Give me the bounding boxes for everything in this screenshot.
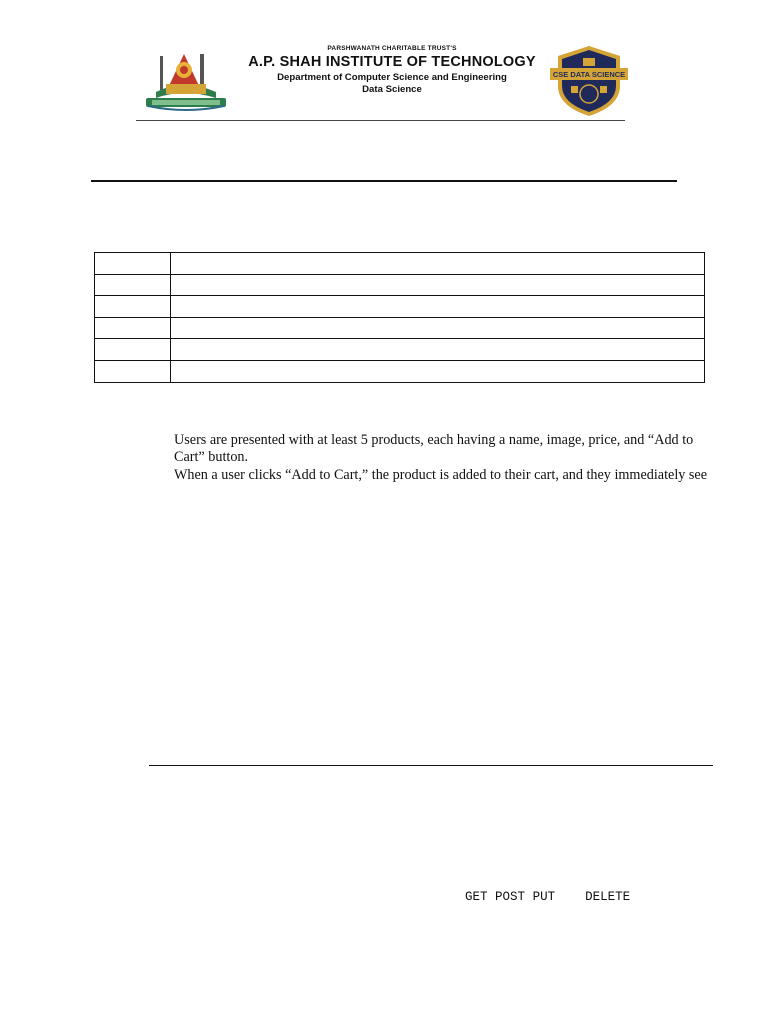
- section-rule: [149, 765, 713, 766]
- table-row: [95, 274, 705, 296]
- method-get: GET: [465, 890, 488, 904]
- program-name: Data Science: [362, 84, 422, 95]
- table-cell: [171, 274, 705, 296]
- info-table: [94, 252, 705, 383]
- table-cell: [171, 360, 705, 382]
- table-row: [95, 253, 705, 275]
- table-cell: [95, 274, 171, 296]
- table-cell: [95, 296, 171, 318]
- table-row: [95, 296, 705, 318]
- method-put: PUT: [532, 890, 556, 904]
- document-header: [136, 42, 626, 122]
- method-post: POST: [495, 890, 526, 904]
- table-cell: [171, 317, 705, 339]
- method-delete: DELETE: [585, 890, 631, 904]
- paragraph-add-to-cart: When a user clicks “Add to Cart,” the product is added to their cart, and they immediately see: [174, 467, 708, 483]
- table-row: [95, 339, 705, 361]
- title-rule: [91, 180, 677, 182]
- table-row: [95, 360, 705, 382]
- paragraph-products: Users are presented with at least 5 products, each having a name, image, price, and “Add to Cart” button.: [174, 432, 694, 465]
- table-cell: [171, 253, 705, 275]
- header-text-block: [236, 42, 548, 95]
- table-cell: [95, 317, 171, 339]
- table-cell: [95, 339, 171, 361]
- table-cell: [171, 296, 705, 318]
- institute-crest-icon: [138, 48, 234, 114]
- department-name: Department of Computer Science and Engineering: [277, 72, 507, 83]
- http-methods-line: [465, 890, 630, 904]
- table-cell: [95, 253, 171, 275]
- table-cell: [95, 360, 171, 382]
- table-cell: [171, 339, 705, 361]
- svg-text:CSE DATA SCIENCE: CSE DATA SCIENCE: [552, 70, 626, 79]
- institute-name: A.P. SHAH INSTITUTE OF TECHNOLOGY: [248, 54, 536, 70]
- trust-name: PARSHWANATH CHARITABLE TRUST'S: [327, 45, 457, 52]
- header-divider: [136, 120, 625, 121]
- cse-data-science-badge-icon: [550, 44, 628, 118]
- table-row: [95, 317, 705, 339]
